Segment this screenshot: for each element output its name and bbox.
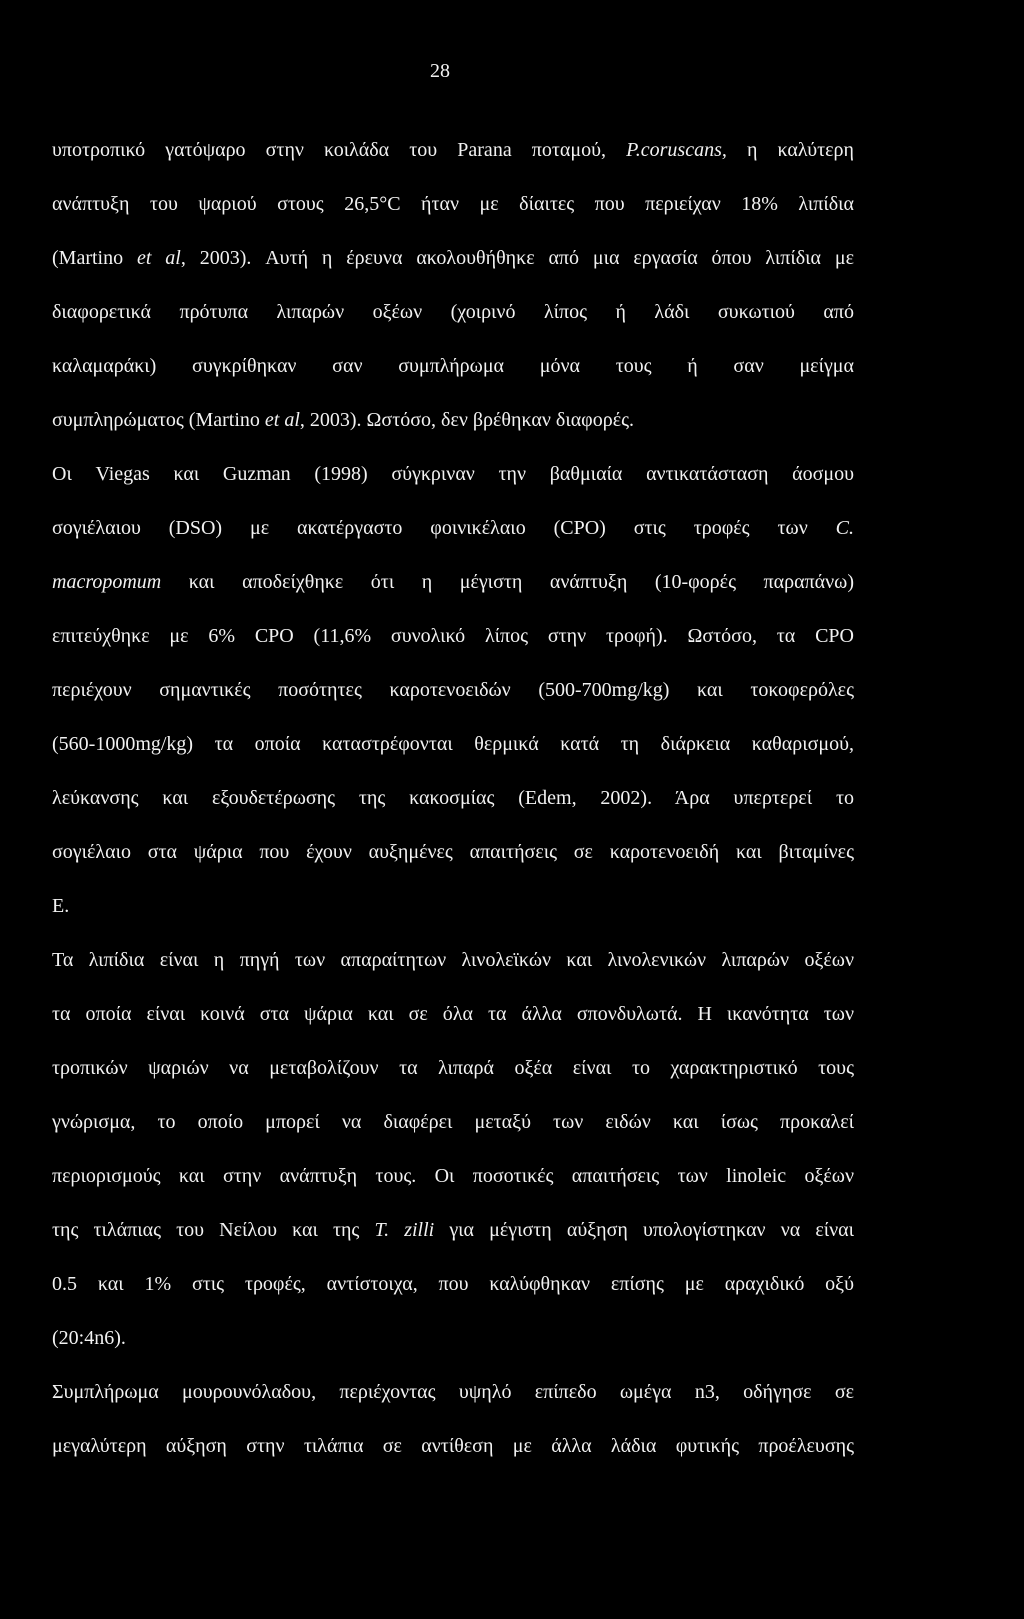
text-line bbox=[52, 128, 854, 182]
text-segment: συμπληρώματος (Martino bbox=[52, 409, 265, 431]
text-line bbox=[52, 344, 854, 398]
text-line bbox=[52, 560, 854, 614]
text-line bbox=[52, 830, 854, 884]
text-line bbox=[52, 182, 854, 236]
text-segment: , 2003). Αυτή η έρευνα ακολουθήθηκε από μια εργασία όπου λιπίδια με bbox=[180, 247, 854, 269]
text-line bbox=[52, 506, 854, 560]
text-segment: η καλύτερη bbox=[726, 139, 854, 161]
text-segment: 0.5 και 1% στις τροφές, αντίστοιχα, που καλύφθηκαν επίσης με αραχιδικό οξύ bbox=[52, 1273, 854, 1295]
text-line bbox=[52, 1100, 854, 1154]
text-segment: καλαμαράκι) συγκρίθηκαν σαν συμπλήρωμα μόνα τους ή σαν μείγμα bbox=[52, 355, 854, 377]
text-segment: (560-1000mg/kg) τα οποία καταστρέφονται θερμικά κατά τη διάρκεια καθαρισμού, bbox=[52, 733, 854, 755]
text-line bbox=[52, 722, 854, 776]
text-segment: τροπικών ψαριών να μεταβολίζουν τα λιπαρά οξέα είναι το χαρακτηριστικό τους bbox=[52, 1057, 854, 1079]
text-segment: επιτεύχθηκε με 6% CPO (11,6% συνολικό λίπος στην τροφή). Ωστόσο, τα CPO bbox=[52, 625, 854, 647]
text-line bbox=[52, 1370, 854, 1424]
text-segment: υποτροπικό γατόψαρο στην κοιλάδα του Parana ποταμού, bbox=[52, 139, 627, 161]
italic-text: et al bbox=[264, 409, 300, 431]
text-segment: Τα λιπίδια είναι η πηγή των απαραίτητων λινολεϊκών και λινολενικών λιπαρών οξέων bbox=[52, 949, 854, 971]
text-line bbox=[52, 776, 854, 830]
text-line bbox=[52, 1262, 854, 1316]
italic-text: P.coruscans, bbox=[626, 139, 727, 161]
italic-text: T. zilli bbox=[374, 1219, 435, 1241]
text-line bbox=[52, 1424, 854, 1478]
italic-text: macropomum bbox=[52, 571, 162, 593]
text-segment: (20:4n6). bbox=[52, 1327, 126, 1349]
text-line bbox=[52, 1046, 854, 1100]
text-segment: τα οποία είναι κοινά στα ψάρια και σε όλα τα άλλα σπονδυλωτά. Η ικανότητα των bbox=[52, 1003, 854, 1025]
text-line bbox=[52, 290, 854, 344]
page-number: 28 bbox=[430, 60, 450, 82]
text-line bbox=[52, 938, 854, 992]
text-line bbox=[52, 992, 854, 1046]
text-line bbox=[52, 668, 854, 722]
text-segment: λεύκανσης και εξουδετέρωσης της κακοσμίας (Edem, 2002). Άρα υπερτερεί το bbox=[52, 787, 854, 809]
text-line bbox=[52, 1208, 854, 1262]
text-segment: περιορισμούς και στην ανάπτυξη τους. Οι ποσοτικές απαιτήσεις των linoleic οξέων bbox=[52, 1165, 854, 1187]
text-line bbox=[52, 884, 854, 938]
text-line bbox=[52, 398, 854, 452]
text-segment: σογιέλαιο στα ψάρια που έχουν αυξημένες απαιτήσεις σε καροτενοειδή και βιταμίνες bbox=[52, 841, 854, 863]
text-segment: Συμπλήρωμα μουρουνόλαδου, περιέχοντας υψηλό επίπεδο ωμέγα n3, οδήγησε σε bbox=[52, 1381, 854, 1403]
text-segment: ανάπτυξη του ψαριού στους 26,5°C ήταν με δίαιτες που περιείχαν 18% λιπίδια bbox=[52, 193, 854, 215]
italic-text: et al bbox=[136, 247, 181, 269]
italic-text: C. bbox=[835, 517, 854, 539]
text-segment: σογιέλαιου (DSO) με ακατέργαστο φοινικέλαιο (CPO) στις τροφές των bbox=[52, 517, 836, 539]
text-line bbox=[52, 452, 854, 506]
text-segment: για μέγιστη αύξηση υπολογίστηκαν να είναι bbox=[434, 1219, 854, 1241]
text-line bbox=[52, 614, 854, 668]
text-segment: περιέχουν σημαντικές ποσότητες καροτενοειδών (500-700mg/kg) και τοκοφερόλες bbox=[52, 679, 854, 701]
body-text bbox=[52, 128, 854, 1478]
text-segment: (Martino bbox=[52, 247, 137, 269]
text-segment: , 2003). Ωστόσο, δεν βρέθηκαν διαφορές. bbox=[299, 409, 635, 431]
text-segment: Ε. bbox=[52, 895, 70, 917]
text-segment: της τιλάπιας του Νείλου και της bbox=[52, 1219, 375, 1241]
text-segment: και αποδείχθηκε ότι η μέγιστη ανάπτυξη (10-φορές παραπάνω) bbox=[161, 571, 854, 593]
text-line bbox=[52, 1154, 854, 1208]
text-line bbox=[52, 236, 854, 290]
text-line bbox=[52, 1316, 854, 1370]
text-segment: γνώρισμα, το οποίο μπορεί να διαφέρει μεταξύ των ειδών και ίσως προκαλεί bbox=[52, 1111, 854, 1133]
text-segment: Οι Viegas και Guzman (1998) σύγκριναν την βαθμιαία αντικατάσταση άοσμου bbox=[52, 463, 854, 485]
text-segment: μεγαλύτερη αύξηση στην τιλάπια σε αντίθεση με άλλα λάδια φυτικής προέλευσης bbox=[52, 1435, 854, 1457]
text-segment: διαφορετικά πρότυπα λιπαρών οξέων (χοιρινό λίπος ή λάδι συκωτιού από bbox=[52, 301, 854, 323]
